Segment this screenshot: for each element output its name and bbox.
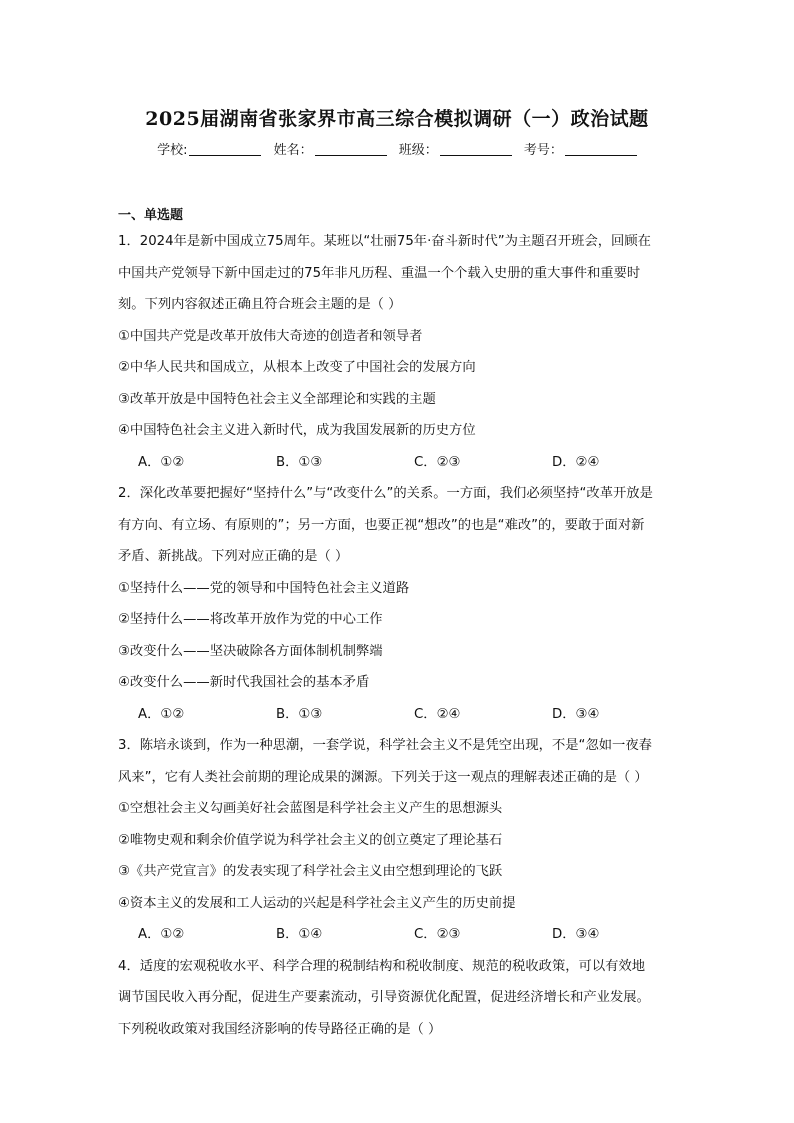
school-blank [189,142,261,156]
question-stem-line: 中国共产党领导下新中国走过的75年非凡历程、重温一个个载入史册的重大事件和重要时 [118,265,641,281]
option-c[interactable]: C．②④ [414,706,461,722]
statement-item: ②中华人民共和国成立，从根本上改变了中国社会的发展方向 [118,360,476,375]
class-blank [440,142,512,156]
class-field [399,139,512,158]
statement-item: ④中国特色社会主义进入新时代，成为我国发展新的历史方位 [118,423,476,438]
statement-item: ③改革开放是中国特色社会主义全部理论和实践的主题 [118,391,436,407]
statement-item: ④资本主义的发展和工人运动的兴起是科学社会主义产生的历史前提 [118,895,516,911]
name-blank [315,142,387,156]
answer-options [118,919,690,951]
statement-item: ①坚持什么——党的领导和中国特色社会主义道路 [118,580,410,596]
section-heading: 一、单选题 [118,208,184,223]
question-stem-line: 有方向、有立场、有原则的”；另一方面，也要正视“想改”的也是“难改”的，要敢于面对新 [118,517,645,533]
question-2 [118,478,690,730]
statement-item: ③改变什么——坚决破除各方面体制机制弊端 [118,643,383,659]
option-d[interactable]: D．③④ [552,706,600,722]
question-stem-line: 4．适度的宏观税收水平、科学合理的税制结构和税收制度、规范的税收政策，可以有效地 [118,958,646,974]
option-b[interactable]: B．①④ [276,927,323,942]
page-title: 2025届湖南省张家界市高三综合模拟调研（一）政治试题 [145,108,649,130]
question-stem-line: 刻。下列内容叙述正确且符合班会主题的是（ ） [118,297,402,312]
statement-item: ④改变什么——新时代我国社会的基本矛盾 [118,675,370,690]
question-stem-line: 调节国民收入再分配，促进生产要素流动，引导资源优化配置，促进经济增长和产业发展。 [118,990,650,1005]
exam-number-blank [565,142,637,156]
question-stem-line: 2．深化改革要把握好“坚持什么”与“改变什么”的关系。一方面，我们必须坚持“改革开放是 [118,486,653,501]
question-stem-line: 1．2024年是新中国成立75周年。某班以“壮丽75年·奋斗新时代”为主题召开班会，回顾在 [118,234,651,249]
exam-number-label: 考号： [523,143,563,158]
option-a[interactable]: A．①② [138,454,185,470]
question-1 [118,226,690,478]
name-label: 姓名： [273,143,313,158]
option-d[interactable]: D．②④ [552,454,600,470]
option-c[interactable]: C．②③ [414,454,461,470]
statement-item: ②唯物史观和剩余价值学说为科学社会主义的创立奠定了理论基石 [118,832,503,848]
statement-item: ①空想社会主义勾画美好社会蓝图是科学社会主义产生的思想源头 [118,801,503,816]
student-info-line [0,139,794,158]
option-d[interactable]: D．③④ [552,927,600,942]
class-label: 班级： [398,143,438,158]
option-b[interactable]: B．①③ [276,454,323,470]
question-3 [118,730,690,951]
statement-item: ①中国共产党是改革开放伟大奇迹的创造者和领导者 [118,328,423,344]
question-stem-line: 风来”，它有人类社会前期的理论成果的渊源。下列关于这一观点的理解表述正确的是（ ） [118,769,648,785]
questions-container [118,226,690,1045]
question-stem-line: 3．陈培永谈到，作为一种思潮，一套学说，科学社会主义不是凭空出现，不是“忽如一夜春 [118,738,652,753]
school-label: 学校: [157,143,188,158]
school-field [157,139,261,158]
answer-options [118,447,690,479]
option-a[interactable]: A．①② [138,927,185,942]
question-4 [118,951,690,1046]
question-stem-line: 下列税收政策对我国经济影响的传导路径正确的是（ ） [118,1021,442,1037]
statement-item: ③《共产党宣言》的发表实现了科学社会主义由空想到理论的飞跃 [118,864,503,879]
name-field [274,139,387,158]
exam-number-field [524,139,637,158]
question-stem-line: 矛盾、新挑战。下列对应正确的是（ ） [118,549,349,564]
statement-item: ②坚持什么——将改革开放作为党的中心工作 [118,612,383,627]
answer-options [118,699,690,731]
option-b[interactable]: B．①③ [276,706,323,722]
option-a[interactable]: A．①② [138,706,185,722]
option-c[interactable]: C．②③ [414,927,461,942]
